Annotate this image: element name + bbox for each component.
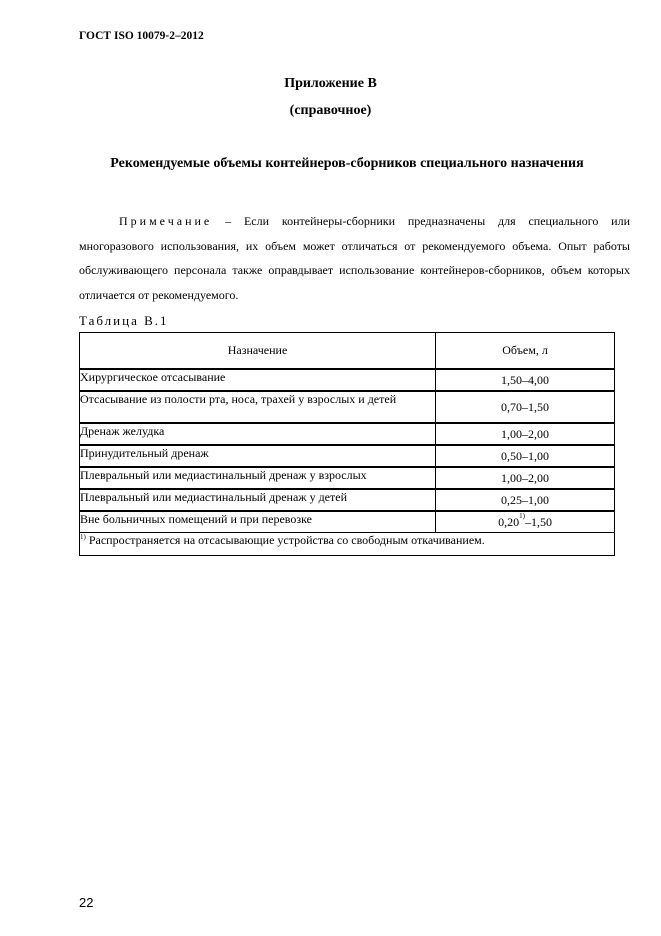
cell-volume: 0,25–1,00 <box>436 489 615 511</box>
table-row <box>80 511 615 533</box>
footnote-ref-mark: 1) <box>519 511 525 520</box>
volume-start: 0,20 <box>498 514 520 529</box>
header-volume: Объем, л <box>436 333 615 370</box>
cell-purpose: Вне больничных помещений и при перевозке <box>80 511 436 533</box>
appendix-subtitle: (справочное) <box>289 103 372 118</box>
footnote-text: Распространяется на отсасывающие устройства со свободным откачиванием. <box>88 533 485 547</box>
table-header-row <box>80 333 615 370</box>
table-caption: Таблица В.1 <box>79 313 169 328</box>
table-row <box>80 445 615 467</box>
table-footnote <box>80 533 615 556</box>
volumes-table <box>79 332 615 556</box>
cell-purpose: Плевральный или медиастинальный дренаж у детей <box>80 489 436 511</box>
table-row <box>80 369 615 391</box>
cell-volume: 1,00–2,00 <box>436 467 615 489</box>
page-number: 22 <box>79 895 94 910</box>
note-paragraph <box>79 209 630 307</box>
footnote-row <box>80 533 615 556</box>
cell-volume <box>436 511 615 533</box>
cell-volume: 0,50–1,00 <box>436 445 615 467</box>
cell-purpose: Отсасывание из полости рта, носа, трахей у взрослых и детей <box>80 391 436 423</box>
table-row <box>80 467 615 489</box>
footnote-mark: 1) <box>80 533 86 541</box>
cell-purpose: Дренаж желудка <box>80 423 436 445</box>
cell-volume: 1,00–2,00 <box>436 423 615 445</box>
header-purpose: Назначение <box>80 333 436 370</box>
cell-volume: 0,70–1,50 <box>436 391 615 423</box>
cell-purpose: Хирургическое отсасывание <box>80 369 436 391</box>
note-label: Примечание <box>119 214 213 228</box>
cell-purpose: Плевральный или медиастинальный дренаж у взрослых <box>80 467 436 489</box>
note-text: – Если контейнеры-сборники предназначены для специального или многоразового использования, их объем может отличаться от рекомендуемого объема. Опыт работы обслуживающего персонала также оправдывает использование контейнеров-сборников, объем которых отличается от рекомендуемого. <box>79 214 630 302</box>
document-code: ГОСТ ISO 10079-2–2012 <box>79 30 204 42</box>
table-row <box>80 423 615 445</box>
appendix-title: Приложение В <box>284 76 377 91</box>
table-row <box>80 489 615 511</box>
cell-volume: 1,50–4,00 <box>436 369 615 391</box>
cell-purpose: Принудительный дренаж <box>80 445 436 467</box>
section-title: Рекомендуемые объемы контейнеров-сборников специального назначения <box>110 156 584 171</box>
volume-end: –1,50 <box>524 514 552 529</box>
table-row <box>80 391 615 423</box>
